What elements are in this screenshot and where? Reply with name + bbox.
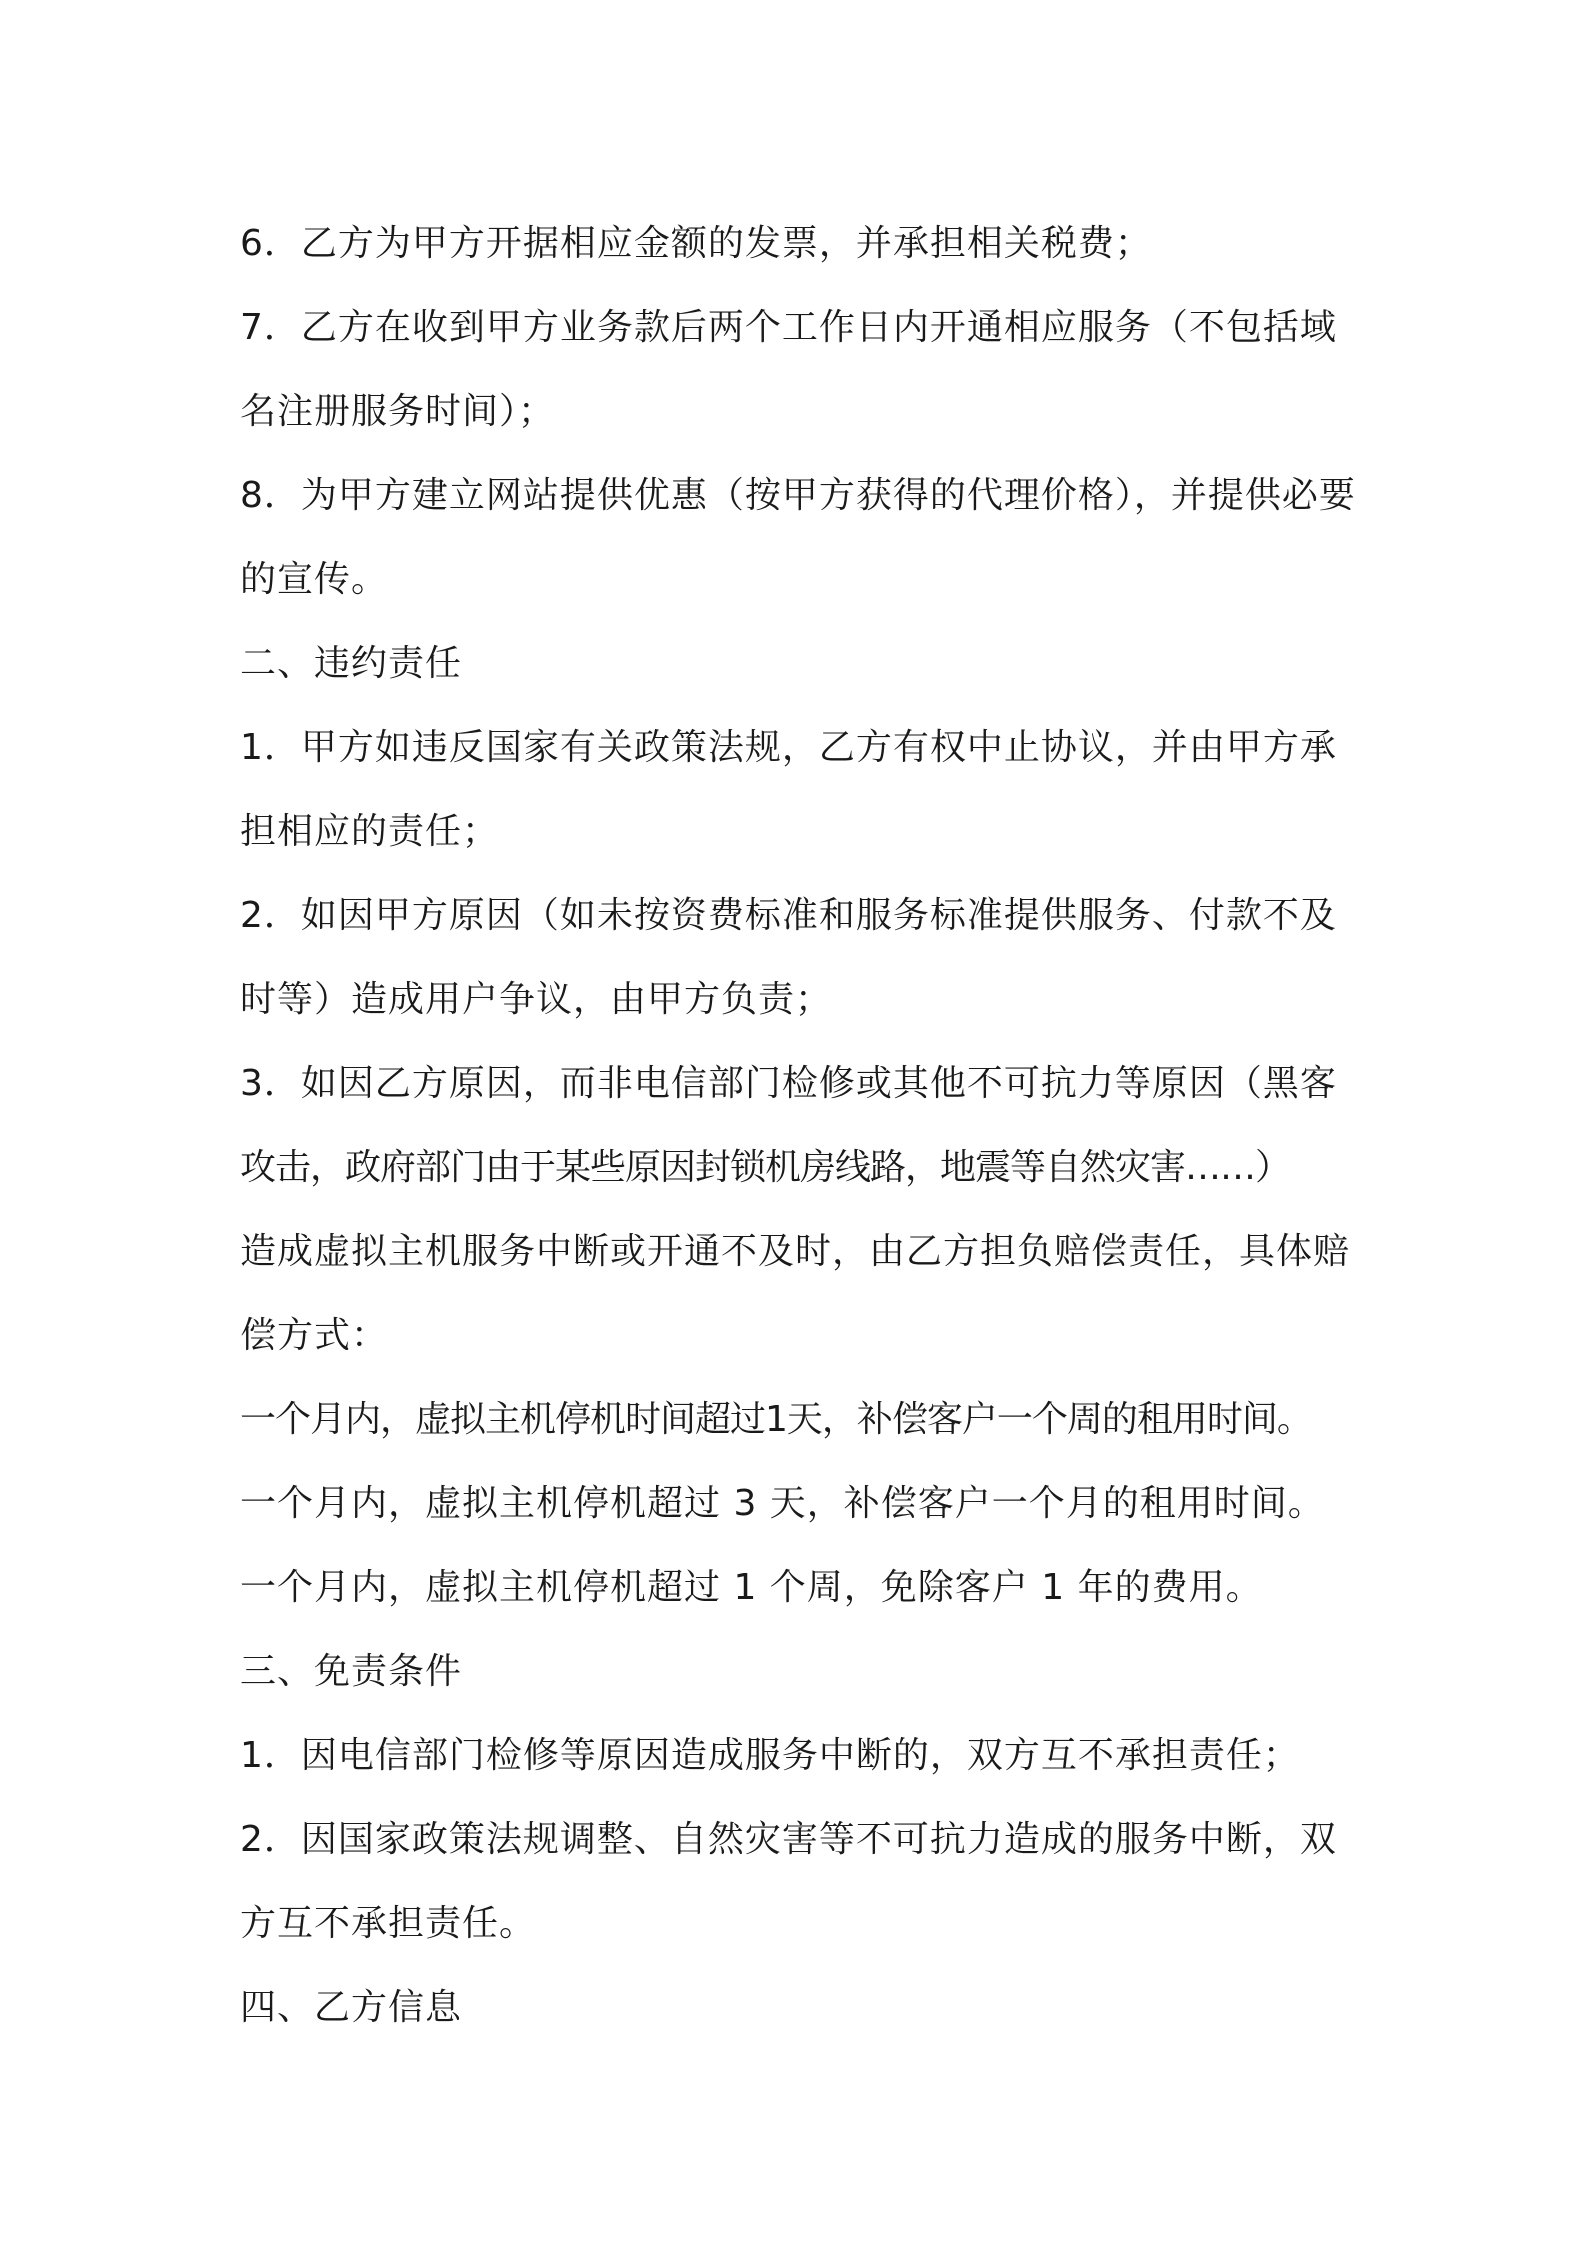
- compensation-line-2: 一个月内，虚拟主机停机超过 3 天，补偿客户一个月的租用时间。: [240, 1483, 1325, 1524]
- clause-7-line-1: 7．乙方在收到甲方业务款后两个工作日内开通相应服务（不包括域: [240, 307, 1337, 348]
- breach-3-line-4: 偿方式：: [240, 1315, 389, 1356]
- clause-8-line-2: 的宣传。: [240, 559, 389, 600]
- breach-2-line-1: 2．如因甲方原因（如未按资费标准和服务标准提供服务、付款不及: [240, 895, 1337, 936]
- document-body: [240, 202, 1360, 2050]
- compensation-line-1: 一个月内，虚拟主机停机时间超过1天，补偿客户一个周的租用时间。: [240, 1399, 1312, 1440]
- exemption-2-line-1: 2．因国家政策法规调整、自然灾害等不可抗力造成的服务中断，双: [240, 1819, 1337, 1860]
- clause-8-line-1: 8．为甲方建立网站提供优惠（按甲方获得的代理价格），并提供必要: [240, 475, 1356, 516]
- exemption-2-line-2: 方互不承担责任。: [240, 1903, 537, 1944]
- breach-3-line-1: 3．如因乙方原因，而非电信部门检修或其他不可抗力等原因（黑客: [240, 1063, 1337, 1104]
- section-heading-exemption: 三、免责条件: [240, 1651, 463, 1692]
- clause-6-line: 6．乙方为甲方开据相应金额的发票，并承担相关税费；: [240, 223, 1152, 264]
- section-heading-party-b-info: 四、乙方信息: [240, 1987, 463, 2028]
- breach-3-line-3: 造成虚拟主机服务中断或开通不及时，由乙方担负赔偿责任，具体赔: [240, 1231, 1351, 1272]
- breach-1-line-2: 担相应的责任；: [240, 811, 500, 852]
- compensation-line-3: 一个月内，虚拟主机停机超过 1 个周，免除客户 1 年的费用。: [240, 1567, 1263, 1608]
- breach-2-line-2: 时等）造成用户争议，由甲方负责；: [240, 979, 833, 1020]
- clause-7-line-2: 名注册服务时间）；: [240, 391, 556, 432]
- breach-1-line-1: 1．甲方如违反国家有关政策法规，乙方有权中止协议，并由甲方承: [240, 727, 1337, 768]
- section-heading-breach: 二、违约责任: [240, 643, 463, 684]
- exemption-1-line: 1．因电信部门检修等原因造成服务中断的，双方互不承担责任；: [240, 1735, 1300, 1776]
- breach-3-line-2: 攻击，政府部门由于某些原因封锁机房线路，地震等自然灾害……）: [240, 1147, 1291, 1188]
